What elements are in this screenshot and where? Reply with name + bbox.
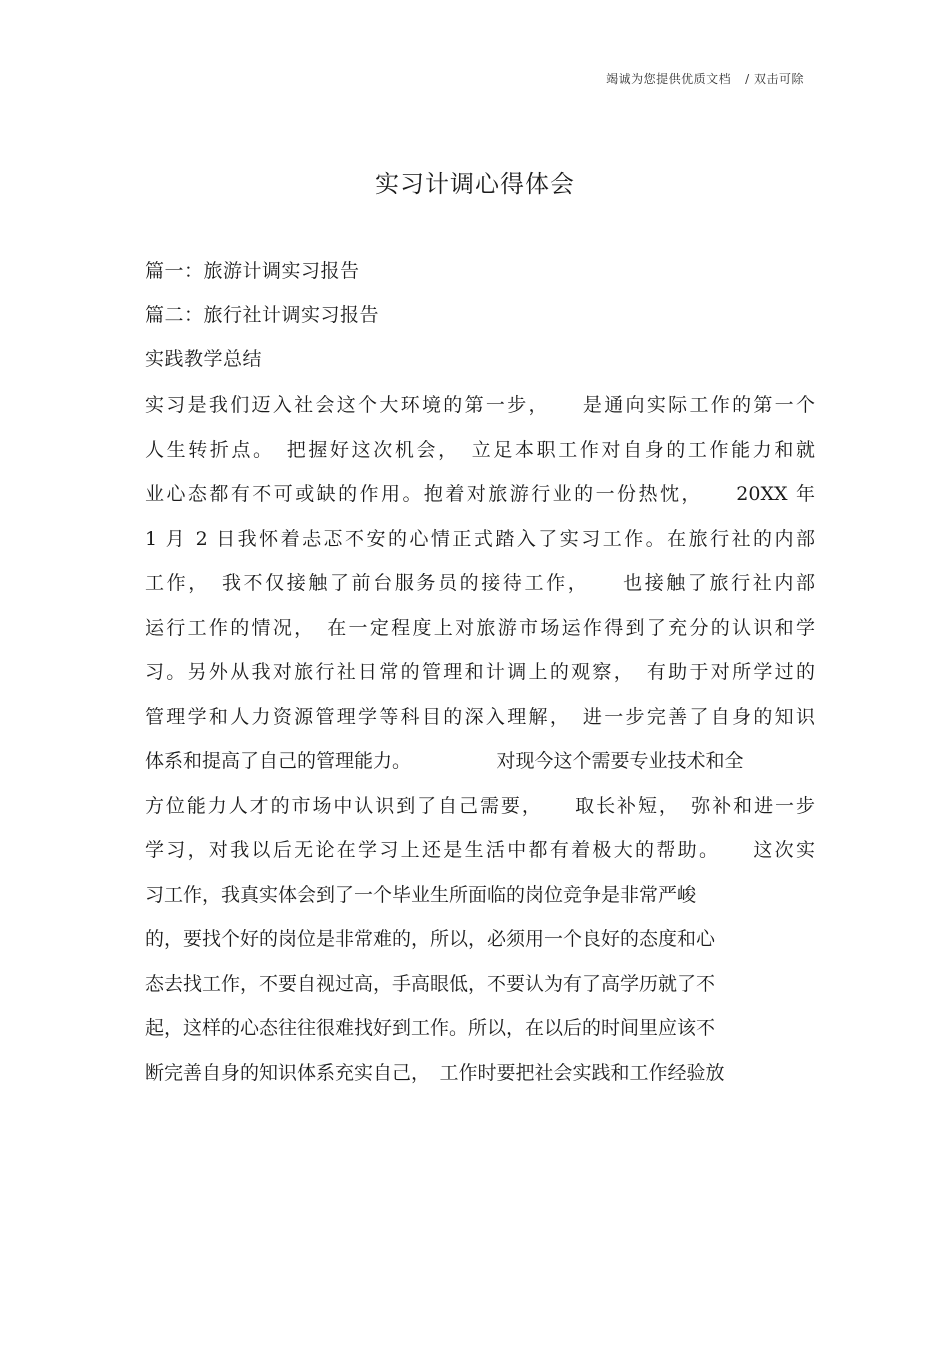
body-line: 习。另外从我对旅行社日常的管理和计调上的观察， 有助于对所学过的 <box>145 661 815 683</box>
body-text <box>145 387 815 1099</box>
body-line: 起，这样的心态往往很难找好到工作。所以，在以后的时间里应该不 <box>145 1017 716 1039</box>
header-note <box>606 70 804 87</box>
body-line: 的，要找个好的岗位是非常难的，所以，必须用一个良好的态度和心 <box>145 928 716 950</box>
body-line: 断完善自身的知识体系充实自己， 工作时要把社会实践和工作经验放 <box>145 1061 725 1084</box>
body-line: 体系和提高了自己的管理能力。 对现今这个需要专业技术和全 <box>145 750 744 772</box>
body-line: 工作， 我不仅接触了前台服务员的接待工作， 也接触了旅行社内部 <box>145 572 815 594</box>
body-line: 学习，对我以后无论在学习上还是生活中都有着极大的帮助。 这次实 <box>145 839 815 861</box>
toc-item-3: 实践教学总结 <box>145 348 263 370</box>
table-of-contents <box>145 256 815 388</box>
header-note-left: 竭诚为您提供优质文档 <box>606 72 732 86</box>
body-line: 运行工作的情况， 在一定程度上对旅游市场运作得到了充分的认识和学 <box>145 616 815 639</box>
toc-item-2: 篇二：旅行社计调实习报告 <box>145 304 380 326</box>
body-line: 人生转折点。 把握好这次机会， 立足本职工作对自身的工作能力和就 <box>145 438 815 461</box>
body-line: 态去找工作，不要自视过高，手高眼低，不要认为有了高学历就了不 <box>145 972 716 995</box>
body-line: 管理学和人力资源管理学等科目的深入理解， 进一步完善了自身的知识 <box>145 705 815 728</box>
body-line: 业心态都有不可或缺的作用。抱着对旅游行业的一份热忱， 20XX 年 <box>145 483 815 505</box>
toc-item-1: 篇一：旅游计调实习报告 <box>145 260 360 282</box>
body-line: 实习是我们迈入社会这个大环境的第一步， 是通向实际工作的第一个 <box>145 394 815 416</box>
body-line: 习工作，我真实体会到了一个毕业生所面临的岗位竞争是非常严峻 <box>145 883 697 906</box>
body-line: 方位能力人才的市场中认识到了自己需要， 取长补短， 弥补和进一步 <box>145 794 815 817</box>
body-line: 1 月 2 日我怀着忐忑不安的心情正式踏入了实习工作。在旅行社的内部 <box>145 527 815 550</box>
document-title: 实习计调心得体会 <box>375 170 575 198</box>
header-note-right: / 双击可除 <box>745 72 804 86</box>
